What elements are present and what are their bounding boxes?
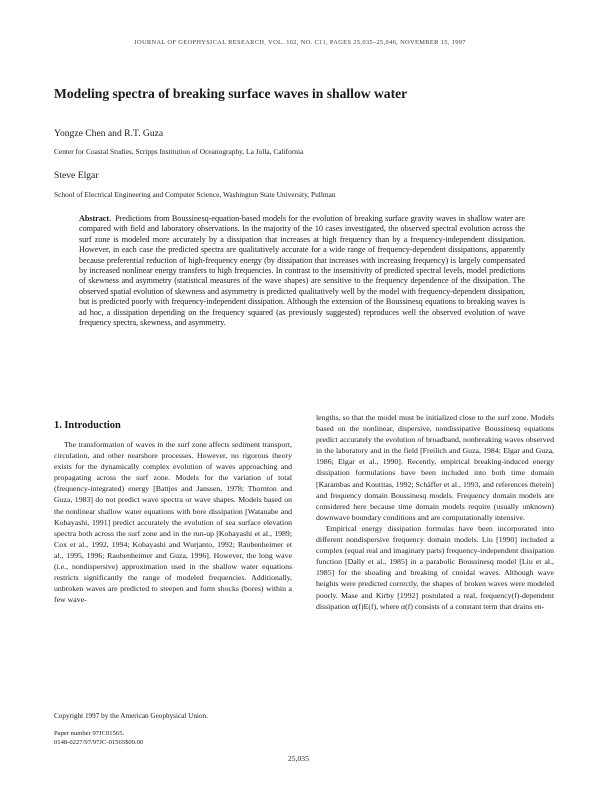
issn-code: 0148-0227/97/97JC-01565$09.00	[54, 739, 144, 746]
copyright-notice: Copyright 1997 by the American Geophysical Union.	[54, 712, 208, 720]
intro-paragraph-1: The transformation of waves in the surf zone affects sediment transport, circulation, and other nearshore processes. However, no rigorous theory exists for the dynamically complex evolution of waves approaching and propagating across the surf zone. Models for the variation of total (frequency-integrated) energy [Battjes and Janssen, 1978; Thornton and Guza, 1983] do not predict wave spectra or wave shapes. Models based on the nonlinear shallow water equations with bore dissipation [Watanabe and Kobayashi, 1991] predict accurately the evolution of sea surface elevation spectra both across the surf zone and in the run-up [Kobayashi et al., 1989; Cox et al., 1992, 1994; Kobayashi and Wurjanto, 1992; Raubenheimer et al., 1995, 1996; Raubenheimer and Guza, 1996]. However, the long wave (i.e., nondispersive) approximation used in the shallow water equations restricts significantly the range of modeled frequencies. Additionally, unbroken waves are predicted to steepen and form shocks (bores) within a few wave-	[54, 440, 292, 605]
paper-number-block	[54, 729, 143, 747]
author-affiliation-2: School of Electrical Engineering and Computer Science, Washington State University, Pullman	[54, 190, 336, 199]
author-names-2: Steve Elgar	[54, 170, 99, 181]
running-head: JOURNAL OF GEOPHYSICAL RESEARCH, VOL. 102, NO. C11, PAGES 25,035–25,046, NOVEMBER 15, 1997	[134, 39, 466, 46]
paper-title: Modeling spectra of breaking surface waves in shallow water	[54, 86, 408, 101]
intro-paragraph-2: Empirical energy dissipation formulas have been incorporated into different nondispersive frequency domain models. Liu [1990] included a complex (equal real and imaginary parts) frequency-independent dissipation function [Dally et al., 1985] in a parabolic Boussinesq model [Liu et al., 1985] for the shoaling and breaking of cnoidal waves. Although wave heights were predicted correctly, the shapes of broken waves were modeled poorly. Mase and Kirby [1992] postulated a real, frequency(f)-dependent dissipation α(f)E(f), where α(f) consists of a constant term that drains en-	[316, 523, 554, 611]
author-affiliation-1: Center for Coastal Studies, Scripps Institution of Oceanography, La Jolla, California	[54, 147, 304, 156]
abstract-label: Abstract.	[79, 214, 112, 223]
section-title: 1. Introduction	[54, 420, 121, 431]
paper-number: Paper number 97JC01565.	[54, 730, 125, 737]
left-column	[54, 420, 292, 605]
abstract	[79, 214, 525, 328]
intro-paragraph-1-continued: lengths, so that the model must be initialized close to the surf zone. Models based on the nonlinear, dispersive, nondissipative Boussinesq equations predict accurately the evolution of broadband, nonbreaking waves observed in the laboratory and in the field [Freilich and Guza, 1984; Elgar and Guza, 1986; Elgar et al., 1990]. Recently, empirical breaking-induced energy dissipation formulations have been included into both time domain [Karambas and Koutitas, 1992; Schäffer et al., 1993, and references therein] and frequency domain Boussinesq models. Frequency domain models are considered here because time domain models require (usually unknown) downwave boundary conditions and are computationally intensive.	[316, 413, 554, 522]
abstract-text: Predictions from Boussinesq-equation-based models for the evolution of breaking surface gravity waves in shallow water are compared with field and laboratory observations. In the majority of the 10 cases investigated, the observed spectral evolution across the surf zone is modeled more accurately by a dissipation that increases at high frequency than by a frequency-independent dissipation. However, in each case the predicted spectra are qualitatively accurate for a wide range of frequency-dependent dissipations, apparently because preferential reduction of high-frequency energy (by dissipation that increases with increasing frequency) is largely compensated by increased nonlinear energy transfers to high frequencies. In contrast to the insensitivity of predicted spectral levels, model predictions of skewness and asymmetry (statistical measures of the wave shapes) are sensitive to the frequency dependence of the dissipation. The observed spatial evolution of skewness and asymmetry is predicted qualitatively well by the model with frequency-dependent dissipation, but is predicted poorly with frequency-independent dissipation. Although the extension of the Boussinesq equations to breaking waves is ad hoc, a dissipation depending on the frequency squared (as previously suggested) reproduces well the observed evolution of wave frequency spectra, skewness, and asymmetry.	[79, 214, 525, 328]
right-column	[316, 412, 554, 612]
author-names-1: Yongze Chen and R.T. Guza	[54, 128, 164, 139]
page-number: 25,035	[288, 754, 309, 763]
